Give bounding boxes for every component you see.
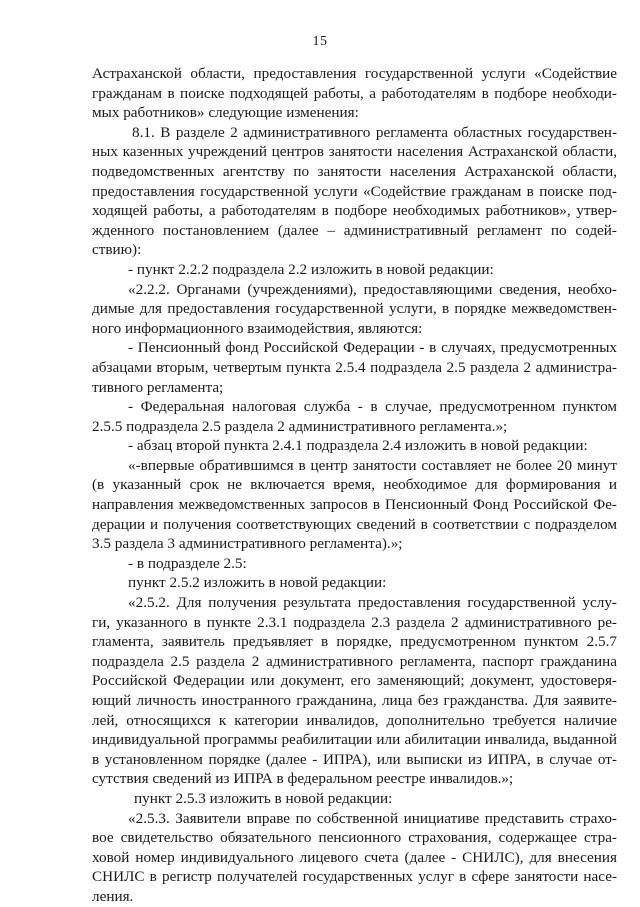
text-line: лей, относящихся к категории инвалидов, дополнительно требуется наличие: [92, 711, 617, 729]
text-line: пункт 2.5.3 изложить в новой редакции:: [134, 789, 393, 807]
text-line: тивного регламента;: [92, 378, 224, 396]
text-line: жденного постановлением (далее – административный регламент по содей-: [92, 221, 617, 239]
text-line: Астраханской области, предоставления государственной услуги «Содействие: [92, 65, 617, 82]
text-line: - пункт 2.2.2 подраздела 2.2 изложить в новой редакции:: [128, 260, 494, 278]
text-line: 3.5 раздела 3 административного регламента).»;: [92, 535, 403, 553]
text-line: направления межведомственных запросов в Пенсионный Фонд Российской Фе-: [92, 496, 617, 514]
text-line: вое свидетельство обязательного пенсионного страхования, содержащее стра-: [92, 829, 617, 847]
text-line: пункт 2.5.2 изложить в новой редакции:: [128, 574, 387, 592]
text-line: ления.: [92, 887, 134, 905]
text-line: абзацами вторым, четвертым пункта 2.5.4 подраздела 2.5 раздела 2 администра-: [92, 358, 617, 376]
text-line: СНИЛС в регистр получателей государственных услуг в сфере занятости насе-: [92, 868, 617, 886]
text-line: ного информационного взаимодействия, являются:: [92, 319, 423, 337]
text-line: ховой номер индивидуального лицевого счета (далее - СНИЛС), для внесения: [92, 848, 617, 866]
page-number: 15: [312, 34, 328, 49]
text-line: ствию):: [92, 241, 142, 259]
text-line: (в указанный срок не включается время, необходимое для формирования и: [92, 476, 617, 494]
text-line: мых работников» следующие изменения:: [92, 104, 359, 122]
text-line: «-впервые обратившимся в центр занятости составляет не более 20 минут: [128, 456, 617, 474]
text-line: - Федеральная налоговая служба - в случае, предусмотренном пунктом: [128, 398, 617, 416]
text-line: ходящей работы, а работодателям в подборе необходимых работников», утвер-: [92, 202, 617, 220]
text-line: в установленном порядке (далее - ИПРА), или выписки из ИПРА, в случае от-: [92, 750, 617, 768]
text-line: ных казенных учреждений центров занятости населения Астраханской области,: [92, 143, 617, 161]
text-line: ги, указанного в пункте 2.3.1 подраздела 2.3 раздела 2 административного ре-: [92, 613, 617, 631]
text-line: «2.5.2. Для получения результата предоставления государственной услу-: [128, 594, 617, 612]
text-line: димые для предоставления государственной услуги, в порядке межведомствен-: [92, 300, 617, 318]
text-line: - Пенсионный фонд Российской Федерации - в случаях, предусмотренных: [128, 339, 617, 357]
text-line: дерации и получения соответствующих сведений в соответствии с подразделом: [92, 515, 617, 533]
text-line: «2.5.3. Заявители вправе по собственной инициативе представить страхо-: [128, 809, 617, 827]
document-body: [92, 64, 617, 907]
text-line: ющий личность иностранного гражданина, лица без гражданства. Для заявите-: [92, 692, 617, 709]
text-line: 8.1. В разделе 2 административного регламента областных государствен-: [132, 123, 617, 141]
text-line: - абзац второй пункта 2.4.1 подраздела 2.4 изложить в новой редакции:: [128, 437, 588, 455]
text-line: подведомственных агентству по занятости населения Астраханской области,: [92, 162, 617, 180]
text-line: гламента, заявитель предъявляет в порядке, предусмотренном пунктом 2.5.7: [92, 633, 617, 651]
text-line: - в подразделе 2.5:: [128, 554, 247, 572]
text-line: 2.5.5 подраздела 2.5 раздела 2 административного регламента.»;: [92, 417, 508, 435]
text-line: Российской Федерации или документ, его заменяющий; документ, удостоверя-: [92, 672, 617, 690]
text-line: предоставления государственной услуги «Содействие гражданам в поиске под-: [92, 182, 617, 200]
text-line: индивидуальной программы реабилитации или абилитации инвалида, выданной: [92, 731, 617, 749]
text-line: подраздела 2.5 раздела 2 административного регламента, паспорт гражданина: [92, 652, 617, 670]
text-line: «2.2.2. Органами (учреждениями), предоставляющими сведения, необхо-: [128, 280, 617, 298]
text-line: сутствия сведений из ИПРА в федеральном реестре инвалидов.»;: [92, 770, 514, 788]
text-line: гражданам в поиске подходящей работы, а работодателям в подборе необходи-: [92, 84, 617, 102]
